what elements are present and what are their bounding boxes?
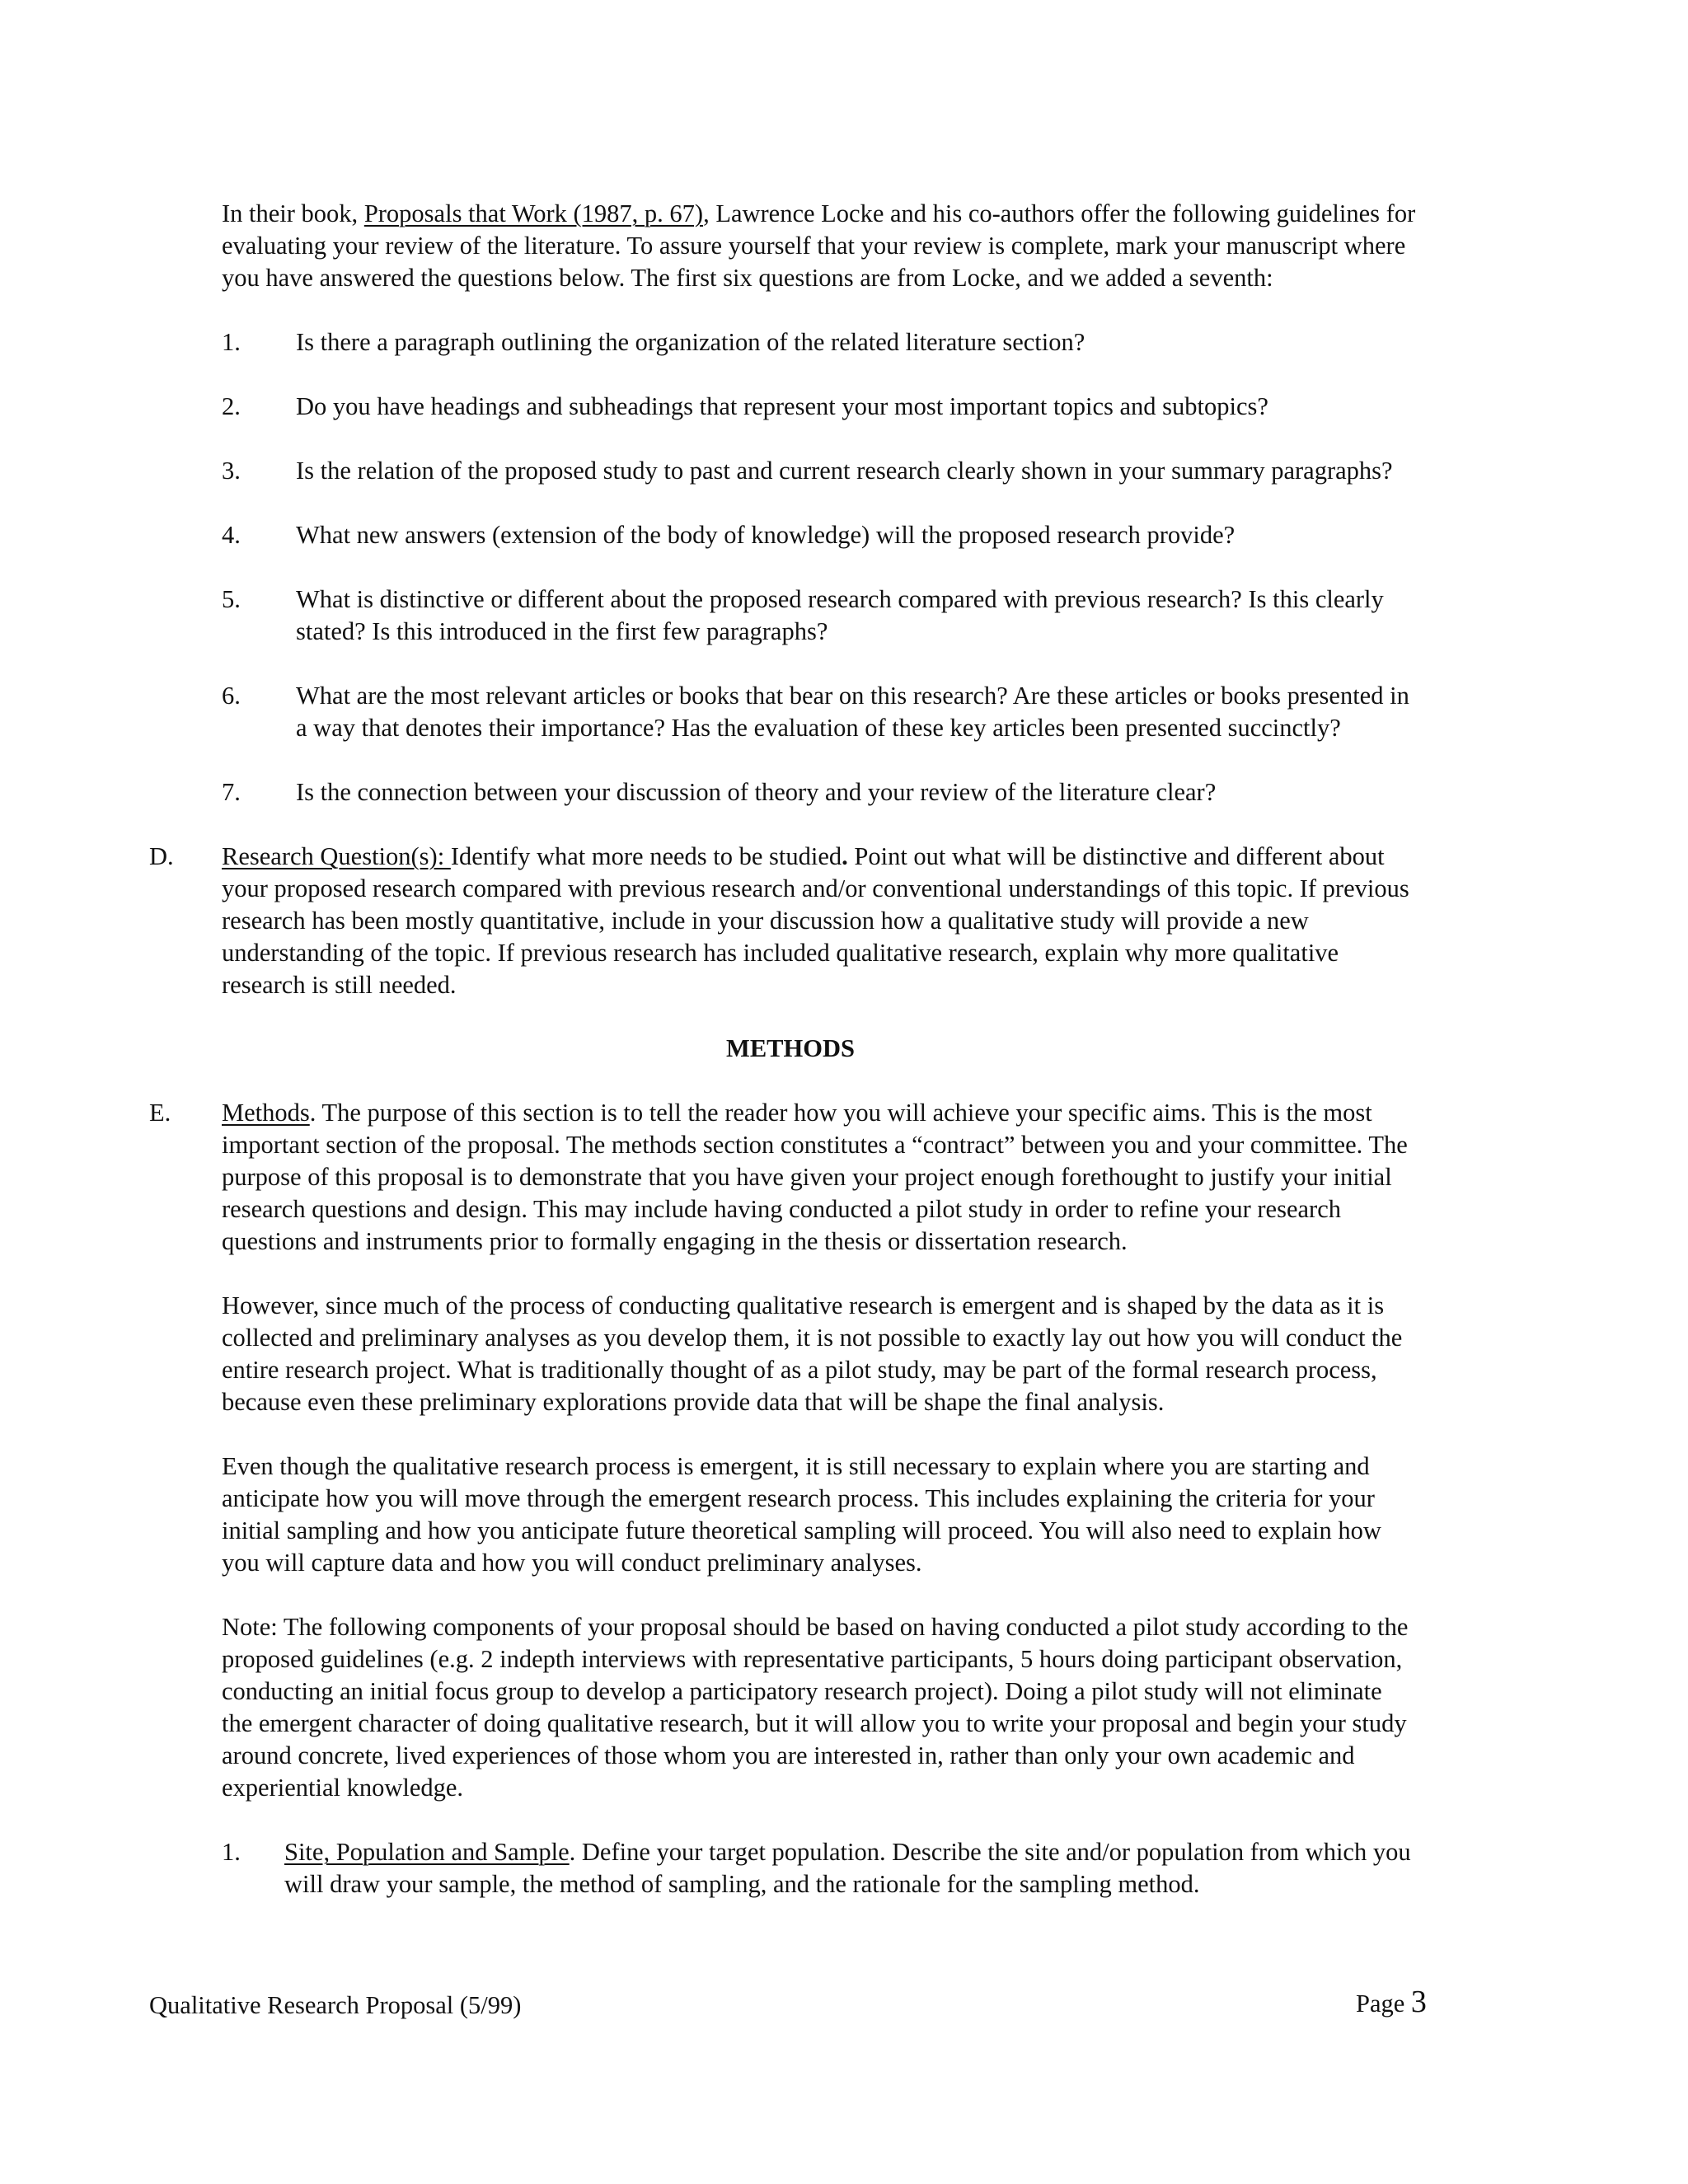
paragraph-line: conducting an initial focus group to develop a participatory research project). Doing a pilot study will not eliminate xyxy=(222,1677,1382,1705)
page-label: Page xyxy=(1356,1990,1411,2018)
item-line: What are the most relevant articles or books that bear on this research? Are these articles or books presented in xyxy=(296,682,1409,710)
item-line: a way that denotes their importance? Has the evaluation of these key articles been presented succinctly? xyxy=(296,714,1341,742)
paragraph-line: because even these preliminary explorations provide data that will be shape the final analysis. xyxy=(222,1388,1165,1416)
item-number: 3. xyxy=(222,457,241,485)
paragraph-line: entire research project. What is traditionally thought of as a pilot study, may be part of the formal research process, xyxy=(222,1356,1377,1384)
item-number: 5. xyxy=(222,585,241,613)
intro-paragraph xyxy=(222,198,1532,294)
page-number-value: 3 xyxy=(1410,1985,1427,2019)
section-d-line-4: understanding of the topic. If previous research has included qualitative research, explain why more qualitative xyxy=(222,939,1339,967)
item-line: Is the connection between your discussion of theory and your review of the literature clear? xyxy=(296,778,1217,806)
site-item-line1-rest: . Define your target population. Describe the site and/or population from which you xyxy=(569,1838,1411,1866)
item-line: What new answers (extension of the body of knowledge) will the proposed research provide? xyxy=(296,521,1236,549)
item-number: 1. xyxy=(222,1838,241,1866)
section-d-paragraph xyxy=(222,841,1532,1001)
paragraph-line: experiential knowledge. xyxy=(222,1774,464,1802)
paragraph-line: around concrete, lived experiences of those whom you are interested in, rather than only your own academic and xyxy=(222,1741,1355,1769)
methods-heading: METHODS xyxy=(726,1034,855,1062)
even-though-paragraph xyxy=(222,1451,1532,1579)
item-number: 7. xyxy=(222,778,241,806)
section-d-title: Research Question(s): xyxy=(222,842,451,870)
intro-line-1 xyxy=(222,198,1532,230)
item-number: 4. xyxy=(222,521,241,549)
section-e-line-5: questions and instruments prior to formally engaging in the thesis or dissertation research. xyxy=(222,1227,1128,1255)
item-number: 1. xyxy=(222,328,241,356)
section-letter: D. xyxy=(149,842,174,870)
book-title: Proposals that Work (1987, p. 67) xyxy=(363,199,704,227)
section-d-line-3: research has been mostly quantitative, include in your discussion how a qualitative study will provide a new xyxy=(222,907,1309,935)
paragraph-line: the emergent character of doing qualitative research, but it will allow you to write your proposal and begin your study xyxy=(222,1709,1407,1737)
site-item-line-1 xyxy=(284,1836,1521,1868)
item-line: What is distinctive or different about the proposed research compared with previous research? Is this clearly xyxy=(296,585,1384,613)
section-e-line-2: important section of the proposal. The methods section constitutes a “contract” between you and your committee. The xyxy=(222,1131,1408,1159)
intro-line-3: you have answered the questions below. The first six questions are from Locke, and we added a seventh: xyxy=(222,264,1273,292)
paragraph-line: collected and preliminary analyses as you develop them, it is not possible to exactly lay out how you will conduct the xyxy=(222,1324,1403,1352)
section-e-line-1 xyxy=(222,1097,1532,1129)
section-e-line1-rest: . The purpose of this section is to tell the reader how you will achieve your specific aims. This is the most xyxy=(309,1099,1372,1127)
section-d-line1-bold: . xyxy=(842,842,848,870)
paragraph-line: initial sampling and how you anticipate future theoretical sampling will proceed. You will also need to explain how xyxy=(222,1516,1381,1544)
footer-title: Qualitative Research Proposal (5/99) xyxy=(149,1991,522,2019)
section-d-line-1 xyxy=(222,841,1532,873)
paragraph-line: Even though the qualitative research process is emergent, it is still necessary to explain where you are starting and xyxy=(222,1452,1370,1480)
item-number: 6. xyxy=(222,682,241,710)
paragraph-line: Note: The following components of your proposal should be based on having conducted a pilot study according to the xyxy=(222,1613,1409,1641)
section-letter: E. xyxy=(149,1099,171,1127)
section-d-line1-end: Point out what will be distinctive and different about xyxy=(847,842,1385,870)
item-text xyxy=(284,1836,1521,1900)
item-line: Is there a paragraph outlining the organization of the related literature section? xyxy=(296,328,1085,356)
item-text xyxy=(296,680,1532,744)
paragraph-line: you will capture data and how you will conduct preliminary analyses. xyxy=(222,1549,922,1577)
item-line: stated? Is this introduced in the first few paragraphs? xyxy=(296,617,828,645)
item-text xyxy=(296,455,1532,487)
paragraph-line: However, since much of the process of conducting qualitative research is emergent and is shaped by the data as it is xyxy=(222,1291,1385,1319)
item-line: Do you have headings and subheadings that represent your most important topics and subtopics? xyxy=(296,392,1268,420)
section-e-title: Methods xyxy=(222,1099,310,1127)
section-e-line-4: research questions and design. This may include having conducted a pilot study in order to refine your research xyxy=(222,1195,1341,1223)
paragraph-line: anticipate how you will move through the emergent research process. This includes explaining the criteria for your xyxy=(222,1484,1375,1512)
section-e-paragraph xyxy=(222,1097,1532,1258)
site-item-line-2: will draw your sample, the method of sampling, and the rationale for the sampling method. xyxy=(284,1870,1200,1898)
item-text xyxy=(296,519,1532,551)
paragraph-line: proposed guidelines (e.g. 2 indepth interviews with representative participants, 5 hours doing participant observation, xyxy=(222,1645,1403,1673)
section-d-line-2: your proposed research compared with previous research and/or conventional understandings of this topic. If previous xyxy=(222,874,1409,902)
intro-line-2: evaluating your review of the literature. To assure yourself that your review is complete, mark your manuscript where xyxy=(222,232,1406,260)
item-text xyxy=(296,776,1532,808)
item-text xyxy=(296,326,1532,359)
however-paragraph xyxy=(222,1290,1532,1418)
intro-line1-pre: In their book, xyxy=(222,199,364,227)
note-paragraph xyxy=(222,1611,1532,1804)
item-line: Is the relation of the proposed study to past and current research clearly shown in your summary paragraphs? xyxy=(296,457,1393,485)
site-item-title: Site, Population and Sample xyxy=(284,1838,570,1866)
page-number xyxy=(1356,1986,1427,2020)
section-e-line-3: purpose of this proposal is to demonstrate that you have given your project enough forethought to justify your initial xyxy=(222,1163,1392,1191)
section-d-line1-rest: Identify what more needs to be studied xyxy=(450,842,842,870)
intro-line1-post: , Lawrence Locke and his co-authors offer the following guidelines for xyxy=(703,199,1416,227)
item-number: 2. xyxy=(222,392,241,420)
item-text xyxy=(296,583,1532,648)
section-d-line-5: research is still needed. xyxy=(222,971,457,999)
item-text xyxy=(296,391,1532,423)
